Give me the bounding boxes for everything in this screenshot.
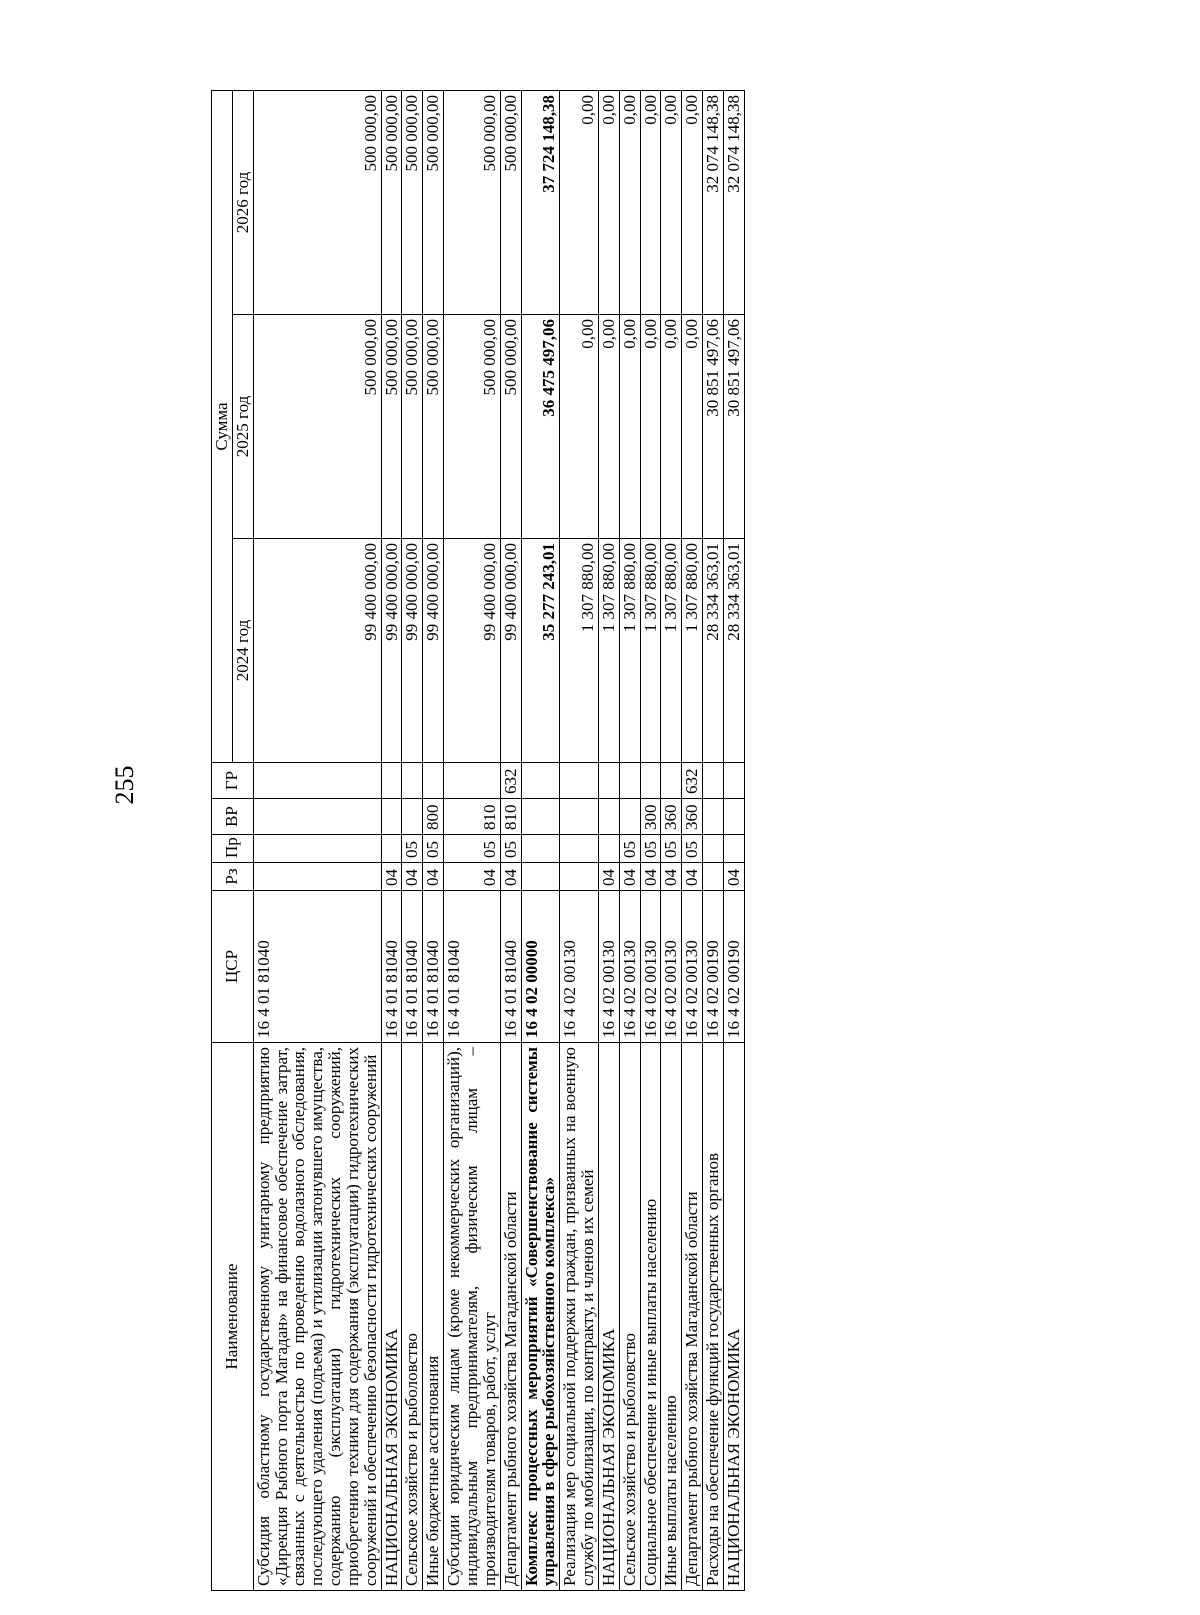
cell-csr: 16 4 01 81040 — [402, 891, 423, 1043]
header-gr: ГР — [212, 763, 254, 799]
cell-2024: 99 400 000,00 — [444, 539, 501, 763]
cell-vr: 810 — [444, 799, 501, 835]
table-row — [682, 91, 703, 1591]
cell-2024: 1 307 880,00 — [619, 539, 640, 763]
table-row — [521, 91, 560, 1591]
cell-name: Сельское хозяйство и рыболовство — [402, 1043, 423, 1591]
cell-vr — [253, 799, 381, 835]
cell-pr: 05 — [640, 835, 661, 863]
cell-2026: 500 000,00 — [423, 91, 444, 315]
cell-csr: 16 4 02 00130 — [682, 891, 703, 1043]
cell-2025: 0,00 — [598, 315, 619, 539]
cell-csr: 16 4 01 81040 — [381, 891, 402, 1043]
cell-2024: 28 334 363,01 — [723, 539, 744, 763]
cell-2025: 0,00 — [661, 315, 682, 539]
cell-rz: 04 — [619, 863, 640, 891]
cell-2025: 500 000,00 — [253, 315, 381, 539]
cell-2025: 0,00 — [640, 315, 661, 539]
cell-vr: 810 — [500, 799, 521, 835]
cell-2025: 500 000,00 — [402, 315, 423, 539]
cell-rz: 04 — [402, 863, 423, 891]
cell-vr — [619, 799, 640, 835]
cell-name: Иные бюджетные ассигнования — [423, 1043, 444, 1591]
cell-rz: 04 — [500, 863, 521, 891]
cell-csr: 16 4 01 81040 — [423, 891, 444, 1043]
cell-csr: 16 4 02 00000 — [521, 891, 560, 1043]
cell-2025: 36 475 497,06 — [521, 315, 560, 539]
table-row — [444, 91, 501, 1591]
cell-pr: 05 — [619, 835, 640, 863]
cell-rz: 04 — [444, 863, 501, 891]
cell-name: НАЦИОНАЛЬНАЯ ЭКОНОМИКА — [598, 1043, 619, 1591]
cell-csr: 16 4 01 81040 — [253, 891, 381, 1043]
table-row — [661, 91, 682, 1591]
cell-csr: 16 4 01 81040 — [500, 891, 521, 1043]
cell-vr — [381, 799, 402, 835]
cell-rz: 04 — [598, 863, 619, 891]
cell-pr: 05 — [500, 835, 521, 863]
cell-gr — [444, 763, 501, 799]
cell-csr: 16 4 02 00130 — [560, 891, 599, 1043]
cell-2024: 28 334 363,01 — [703, 539, 724, 763]
cell-name: Реализация мер социальной поддержки граждан, призванных на военную службу по мобилизации, по контракту, и членов их семей — [560, 1043, 599, 1591]
cell-pr — [381, 835, 402, 863]
cell-rz: 04 — [661, 863, 682, 891]
cell-csr: 16 4 02 00190 — [703, 891, 724, 1043]
cell-2024: 99 400 000,00 — [423, 539, 444, 763]
header-sum: Сумма — [212, 91, 233, 763]
cell-rz: 04 — [640, 863, 661, 891]
cell-gr — [402, 763, 423, 799]
cell-2026: 0,00 — [682, 91, 703, 315]
cell-vr — [723, 799, 744, 835]
cell-2026: 32 074 148,38 — [703, 91, 724, 315]
cell-rz — [560, 863, 599, 891]
cell-vr — [598, 799, 619, 835]
header-2025: 2025 год — [232, 315, 253, 539]
cell-vr: 360 — [682, 799, 703, 835]
cell-pr — [521, 835, 560, 863]
cell-name: Иные выплаты населению — [661, 1043, 682, 1591]
cell-rz: 04 — [381, 863, 402, 891]
cell-pr: 05 — [402, 835, 423, 863]
cell-name: Социальное обеспечение и иные выплаты населению — [640, 1043, 661, 1591]
cell-2024: 1 307 880,00 — [682, 539, 703, 763]
table-row — [253, 91, 381, 1591]
cell-vr — [703, 799, 724, 835]
cell-2024: 35 277 243,01 — [521, 539, 560, 763]
cell-gr — [619, 763, 640, 799]
cell-vr — [521, 799, 560, 835]
cell-2024: 1 307 880,00 — [560, 539, 599, 763]
cell-2025: 0,00 — [560, 315, 599, 539]
budget-table-sheet — [211, 91, 745, 1591]
cell-2026: 0,00 — [598, 91, 619, 315]
cell-2026: 37 724 148,38 — [521, 91, 560, 315]
cell-pr — [253, 835, 381, 863]
cell-vr: 300 — [640, 799, 661, 835]
cell-2026: 0,00 — [619, 91, 640, 315]
cell-gr — [703, 763, 724, 799]
cell-2026: 0,00 — [640, 91, 661, 315]
cell-pr: 05 — [661, 835, 682, 863]
cell-vr — [560, 799, 599, 835]
cell-2025: 500 000,00 — [381, 315, 402, 539]
page-number: 255 — [110, 765, 139, 805]
cell-name: Сельское хозяйство и рыболовство — [619, 1043, 640, 1591]
cell-2026: 500 000,00 — [253, 91, 381, 315]
cell-gr — [723, 763, 744, 799]
cell-2025: 500 000,00 — [500, 315, 521, 539]
table-row — [619, 91, 640, 1591]
cell-gr: 632 — [682, 763, 703, 799]
cell-2024: 1 307 880,00 — [661, 539, 682, 763]
cell-name: Комплекс процессных мероприятий «Совершенствование системы управления в сфере рыбохозяйственного комплекса» — [521, 1043, 560, 1591]
cell-gr — [423, 763, 444, 799]
cell-rz: 04 — [423, 863, 444, 891]
cell-name: Расходы на обеспечение функций государственных органов — [703, 1043, 724, 1591]
cell-csr: 16 4 02 00130 — [598, 891, 619, 1043]
cell-gr — [521, 763, 560, 799]
cell-2025: 30 851 497,06 — [703, 315, 724, 539]
cell-name: Департамент рыбного хозяйства Магаданской области — [682, 1043, 703, 1591]
table-row — [381, 91, 402, 1591]
table-row — [723, 91, 744, 1591]
cell-pr — [560, 835, 599, 863]
cell-2024: 99 400 000,00 — [402, 539, 423, 763]
cell-gr — [381, 763, 402, 799]
cell-gr: 632 — [500, 763, 521, 799]
cell-2026: 0,00 — [560, 91, 599, 315]
header-2026: 2026 год — [232, 91, 253, 315]
cell-2025: 0,00 — [682, 315, 703, 539]
cell-vr: 800 — [423, 799, 444, 835]
cell-2024: 99 400 000,00 — [500, 539, 521, 763]
cell-vr — [402, 799, 423, 835]
cell-csr: 16 4 01 81040 — [444, 891, 501, 1043]
cell-gr — [640, 763, 661, 799]
cell-csr: 16 4 02 00190 — [723, 891, 744, 1043]
table-header — [212, 91, 254, 1591]
header-csr: ЦСР — [212, 891, 254, 1043]
table-row — [402, 91, 423, 1591]
table-row — [598, 91, 619, 1591]
header-rz: Рз — [212, 863, 254, 891]
cell-2026: 500 000,00 — [444, 91, 501, 315]
cell-pr — [598, 835, 619, 863]
header-2024: 2024 год — [232, 539, 253, 763]
cell-gr — [560, 763, 599, 799]
cell-gr — [661, 763, 682, 799]
cell-2026: 500 000,00 — [402, 91, 423, 315]
cell-2024: 99 400 000,00 — [253, 539, 381, 763]
header-name: Наименование — [212, 1043, 254, 1591]
cell-2026: 500 000,00 — [500, 91, 521, 315]
cell-rz — [521, 863, 560, 891]
table-row — [703, 91, 724, 1591]
cell-2025: 0,00 — [619, 315, 640, 539]
cell-2025: 30 851 497,06 — [723, 315, 744, 539]
cell-pr: 05 — [423, 835, 444, 863]
cell-2026: 500 000,00 — [381, 91, 402, 315]
cell-gr — [253, 763, 381, 799]
table-row — [640, 91, 661, 1591]
cell-2026: 0,00 — [661, 91, 682, 315]
cell-name: НАЦИОНАЛЬНАЯ ЭКОНОМИКА — [723, 1043, 744, 1591]
cell-2024: 99 400 000,00 — [381, 539, 402, 763]
cell-name: НАЦИОНАЛЬНАЯ ЭКОНОМИКА — [381, 1043, 402, 1591]
cell-name: Субсидия областному государственному унитарному предприятию «Дирекция Рыбного порта Магадан» на финансовое обеспечение затрат, связанных с деятельностью по проведению водолазного обследования, последующего удаления (подъема) и утилизации затонувшего имущества, содержанию (эксплуатации) гидротехнических сооружений, приобретению техники для содержания (эксплуатации) гидротехнических сооружений и обеспечению безопасности гидротехнических сооружений — [253, 1043, 381, 1591]
cell-pr — [723, 835, 744, 863]
cell-vr: 360 — [661, 799, 682, 835]
cell-2025: 500 000,00 — [423, 315, 444, 539]
cell-pr: 05 — [444, 835, 501, 863]
cell-rz — [253, 863, 381, 891]
cell-2026: 32 074 148,38 — [723, 91, 744, 315]
cell-rz: 04 — [723, 863, 744, 891]
cell-rz: 04 — [682, 863, 703, 891]
cell-pr: 05 — [682, 835, 703, 863]
cell-name: Субсидии юридическим лицам (кроме некоммерческих организаций), индивидуальным предпринимателям, физическим лицам – производителям товаров, работ, услуг — [444, 1043, 501, 1591]
cell-2025: 500 000,00 — [444, 315, 501, 539]
cell-2024: 1 307 880,00 — [598, 539, 619, 763]
table-row — [423, 91, 444, 1591]
cell-gr — [598, 763, 619, 799]
table-row — [500, 91, 521, 1591]
cell-csr: 16 4 02 00130 — [661, 891, 682, 1043]
cell-2024: 1 307 880,00 — [640, 539, 661, 763]
header-vr: ВР — [212, 799, 254, 835]
cell-pr — [703, 835, 724, 863]
cell-csr: 16 4 02 00130 — [640, 891, 661, 1043]
budget-table — [211, 90, 745, 1591]
header-pr: Пр — [212, 835, 254, 863]
table-body — [253, 91, 744, 1591]
cell-name: Департамент рыбного хозяйства Магаданской области — [500, 1043, 521, 1591]
table-row — [560, 91, 599, 1591]
cell-rz — [703, 863, 724, 891]
cell-csr: 16 4 02 00130 — [619, 891, 640, 1043]
